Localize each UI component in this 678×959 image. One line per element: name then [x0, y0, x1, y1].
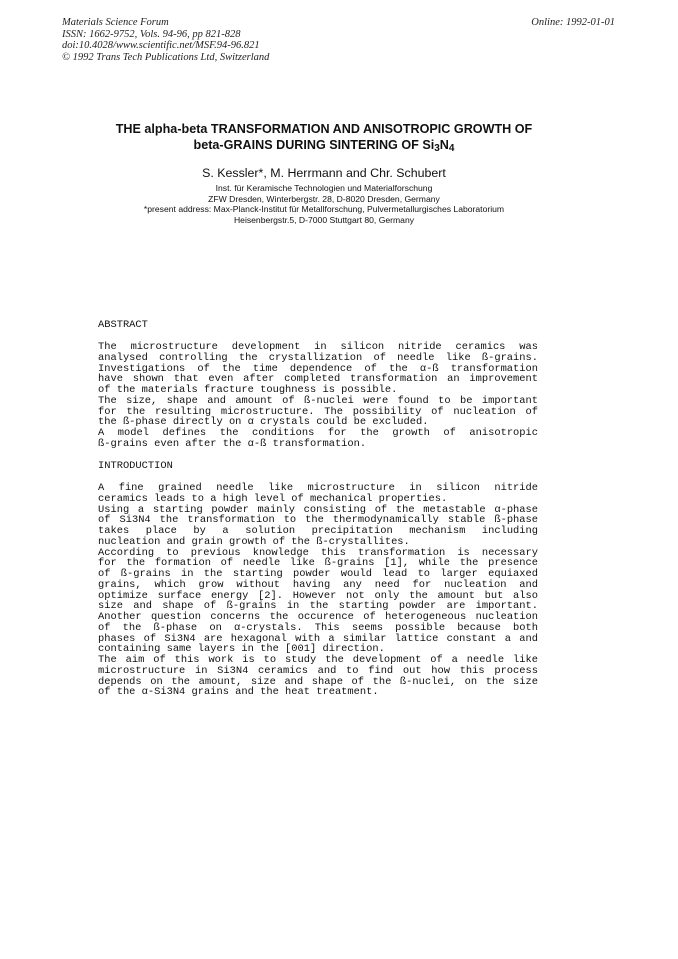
affiliation-line: Inst. für Keramische Technologien und Materialforschung: [215, 183, 433, 193]
issn-line: ISSN: 1662-9752, Vols. 94-96, pp 821-828: [62, 28, 241, 40]
text-line: of the materials fracture toughness is possible.: [98, 384, 398, 396]
text-line: for the formation of needle like ß-grains [1], while the presence: [98, 557, 538, 570]
introduction-text: [98, 483, 538, 698]
affiliation-line: *present address: Max-Planck-Institut für Metallforschung, Pulvermetallurgisches Laboratorium: [143, 204, 505, 215]
text-line: microstructure in Si3N4 ceramics and to find out how this process: [98, 664, 538, 677]
text-line: The microstructure development in silicon nitride ceramics was: [98, 341, 538, 353]
text-line: of the α-Si3N4 grains and the heat treatment.: [98, 686, 379, 699]
text-line: analysed controlling the crystallization of needle like ß-grains.: [98, 351, 538, 364]
affiliation: [60, 183, 588, 225]
text-line: have shown that even after completed transformation an improvement: [98, 373, 538, 386]
text-line: depends on the amount, size and shape of the ß-nuclei, on the size: [98, 675, 538, 688]
affiliation-line: ZFW Dresden, Winterbergstr. 28, D-8020 Dresden, Germany: [208, 193, 440, 204]
text-line: ceramics leads to a high level of mechanical properties.: [98, 492, 448, 505]
doi-line: doi:10.4028/www.scientific.net/MSF.94-96.821: [62, 40, 260, 51]
online-date: Online: 1992-01-01: [531, 17, 615, 28]
text-line: The size, shape and amount of ß-nuclei were found to be important: [98, 394, 538, 407]
text-line: containing same layers in the [001] direction.: [98, 643, 385, 656]
text-line: According to previous knowledge this transformation is necessary: [98, 546, 538, 559]
text-line: Investigations of the time dependence of the α-ß transformation: [98, 362, 538, 375]
text-line: of the ß-phase on α-crystals. This seems possible because both: [98, 621, 538, 634]
text-line: of Si3N4 the transformation to the thermodynamically stable ß-phase: [98, 514, 538, 527]
text-line: for the resulting microstructure. The possibility of nucleation of: [98, 405, 538, 418]
text-line: takes place by a solution precipitation mechanism including: [98, 525, 538, 537]
text-line: ß-grains even after the α-ß transformation.: [98, 437, 367, 450]
title-line-1: THE alpha-beta TRANSFORMATION AND ANISOTROPIC GROWTH OF: [115, 122, 533, 136]
text-line: The aim of this work is to study the development of a needle like: [98, 654, 538, 666]
abstract-heading: ABSTRACT: [98, 319, 148, 331]
text-line: of ß-grains in the starting powder would lead to larger equiaxed: [98, 568, 538, 580]
text-line: grains, which grow without having any need for nucleation and: [98, 578, 538, 591]
text-line: optimize surface energy [2]. However not only the amount but also: [98, 589, 538, 602]
copyright-line: © 1992 Trans Tech Publications Ltd, Switzerland: [62, 51, 270, 63]
text-line: size and shape of ß-grains in the starting powder are important.: [98, 600, 538, 613]
abstract-text: [98, 342, 538, 450]
introduction-heading: INTRODUCTION: [98, 460, 173, 472]
journal-header: [62, 17, 269, 63]
text-line: Another question concerns the occurence of heterogeneous nucleation: [98, 611, 538, 623]
authors: S. Kessler*, M. Herrmann and Chr. Schubert: [202, 166, 446, 180]
text-line: Using a starting powder mainly consisting of the metastable α-phase: [98, 503, 538, 516]
paper-title: [60, 121, 588, 153]
text-line: A model defines the conditions for the growth of anisotropic: [98, 427, 538, 439]
text-line: the ß-phase directly on α crystals could be excluded.: [98, 416, 429, 429]
journal-name: Materials Science Forum: [62, 17, 169, 28]
text-line: nucleation and grain growth of the ß-crystallites.: [98, 535, 410, 548]
title-line-2: beta-GRAINS DURING SINTERING OF $Si_3N_4$: [193, 138, 455, 154]
text-line: A fine grained needle like microstructure in silicon nitride: [98, 482, 538, 494]
affiliation-line: Heisenbergstr.5, D-7000 Stuttgart 80, Germany: [233, 214, 415, 225]
text-line: phases of Si3N4 are hexagonal with a similar lattice constant a and: [98, 632, 538, 645]
